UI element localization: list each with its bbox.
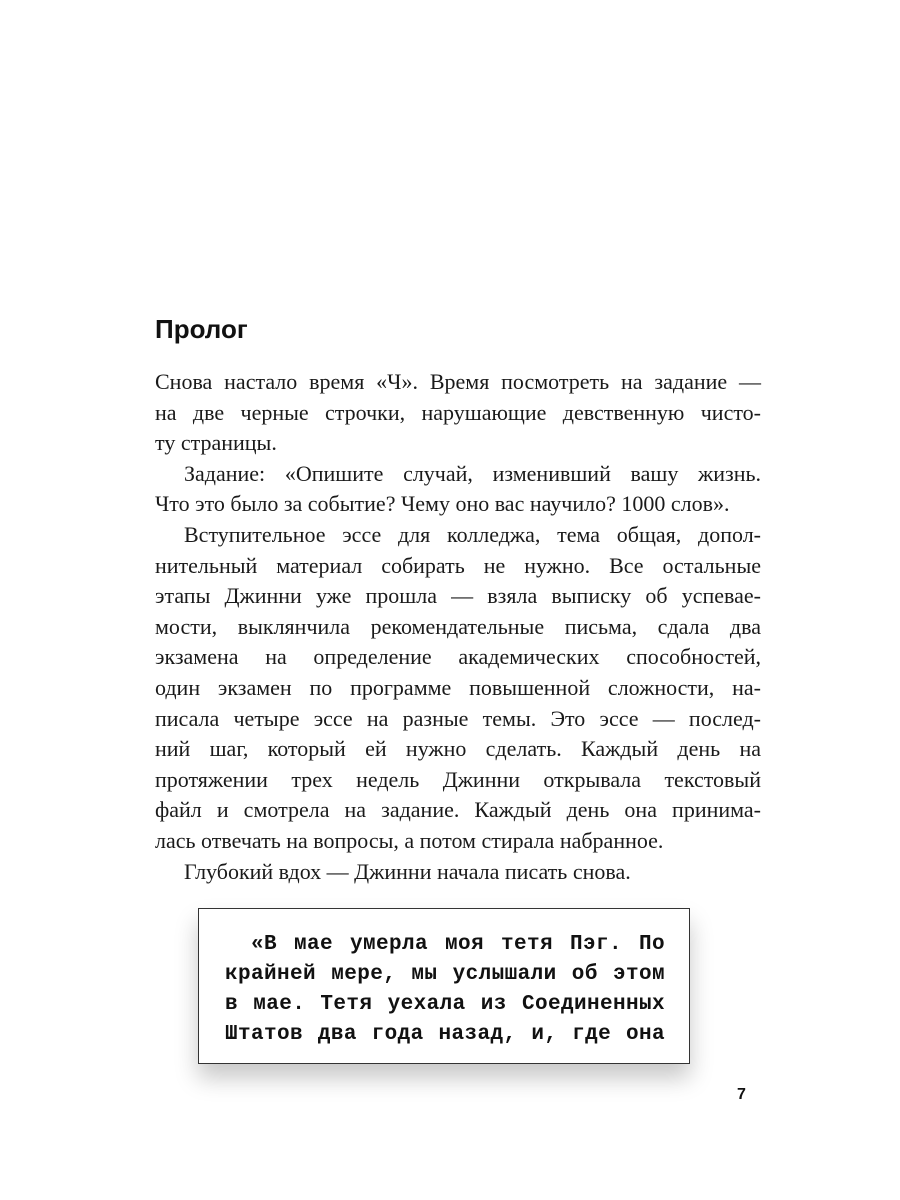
chapter-title: Пролог bbox=[155, 314, 248, 344]
page-number: 7 bbox=[737, 1086, 746, 1103]
essay-line: в мае. Тетя уехала из Соединенных bbox=[225, 993, 665, 1016]
text-line: мости, выклянчила рекомендательные письма, сдала два bbox=[155, 613, 761, 639]
text-line: ту страницы. bbox=[155, 430, 277, 456]
text-line: Вступительное эссе для колледжа, тема общая, допол- bbox=[184, 521, 761, 547]
essay-excerpt-text bbox=[225, 930, 665, 1050]
body-text bbox=[155, 367, 761, 887]
text-line: Что это было за событие? Чему оно вас научило? 1000 слов». bbox=[155, 491, 730, 517]
text-line: Задание: «Опишите случай, изменивший вашу жизнь. bbox=[184, 460, 761, 486]
text-line: писала четыре эссе на разные темы. Это эссе — послед- bbox=[155, 705, 761, 731]
text-line: Снова настало время «Ч». Время посмотреть на задание — bbox=[155, 369, 761, 394]
essay-line: крайней мере, мы услышали об этом bbox=[225, 963, 665, 986]
text-line: файл и смотрела на задание. Каждый день она принима- bbox=[155, 797, 761, 823]
text-line: на две черные строчки, нарушающие девственную чисто- bbox=[155, 399, 761, 425]
text-line: нительный материал собирать не нужно. Все остальные bbox=[155, 552, 761, 578]
essay-excerpt-box bbox=[198, 908, 690, 1064]
text-line: Глубокий вдох — Джинни начала писать снова. bbox=[184, 858, 631, 884]
text-line: экзамена на определение академических способностей, bbox=[155, 644, 761, 670]
text-line: протяжении трех недель Джинни открывала текстовый bbox=[155, 766, 761, 792]
text-line: ний шаг, который ей нужно сделать. Каждый день на bbox=[155, 736, 761, 762]
text-line: этапы Джинни уже прошла — взяла выписку об успевае- bbox=[155, 583, 761, 609]
essay-line: «В мае умерла моя тетя Пэг. По bbox=[251, 933, 665, 956]
text-line: лась отвечать на вопросы, а потом стирала набранное. bbox=[155, 827, 664, 853]
essay-line: Штатов два года назад, и, где она bbox=[225, 1023, 665, 1046]
text-line: один экзамен по программе повышенной сложности, на- bbox=[155, 674, 761, 700]
